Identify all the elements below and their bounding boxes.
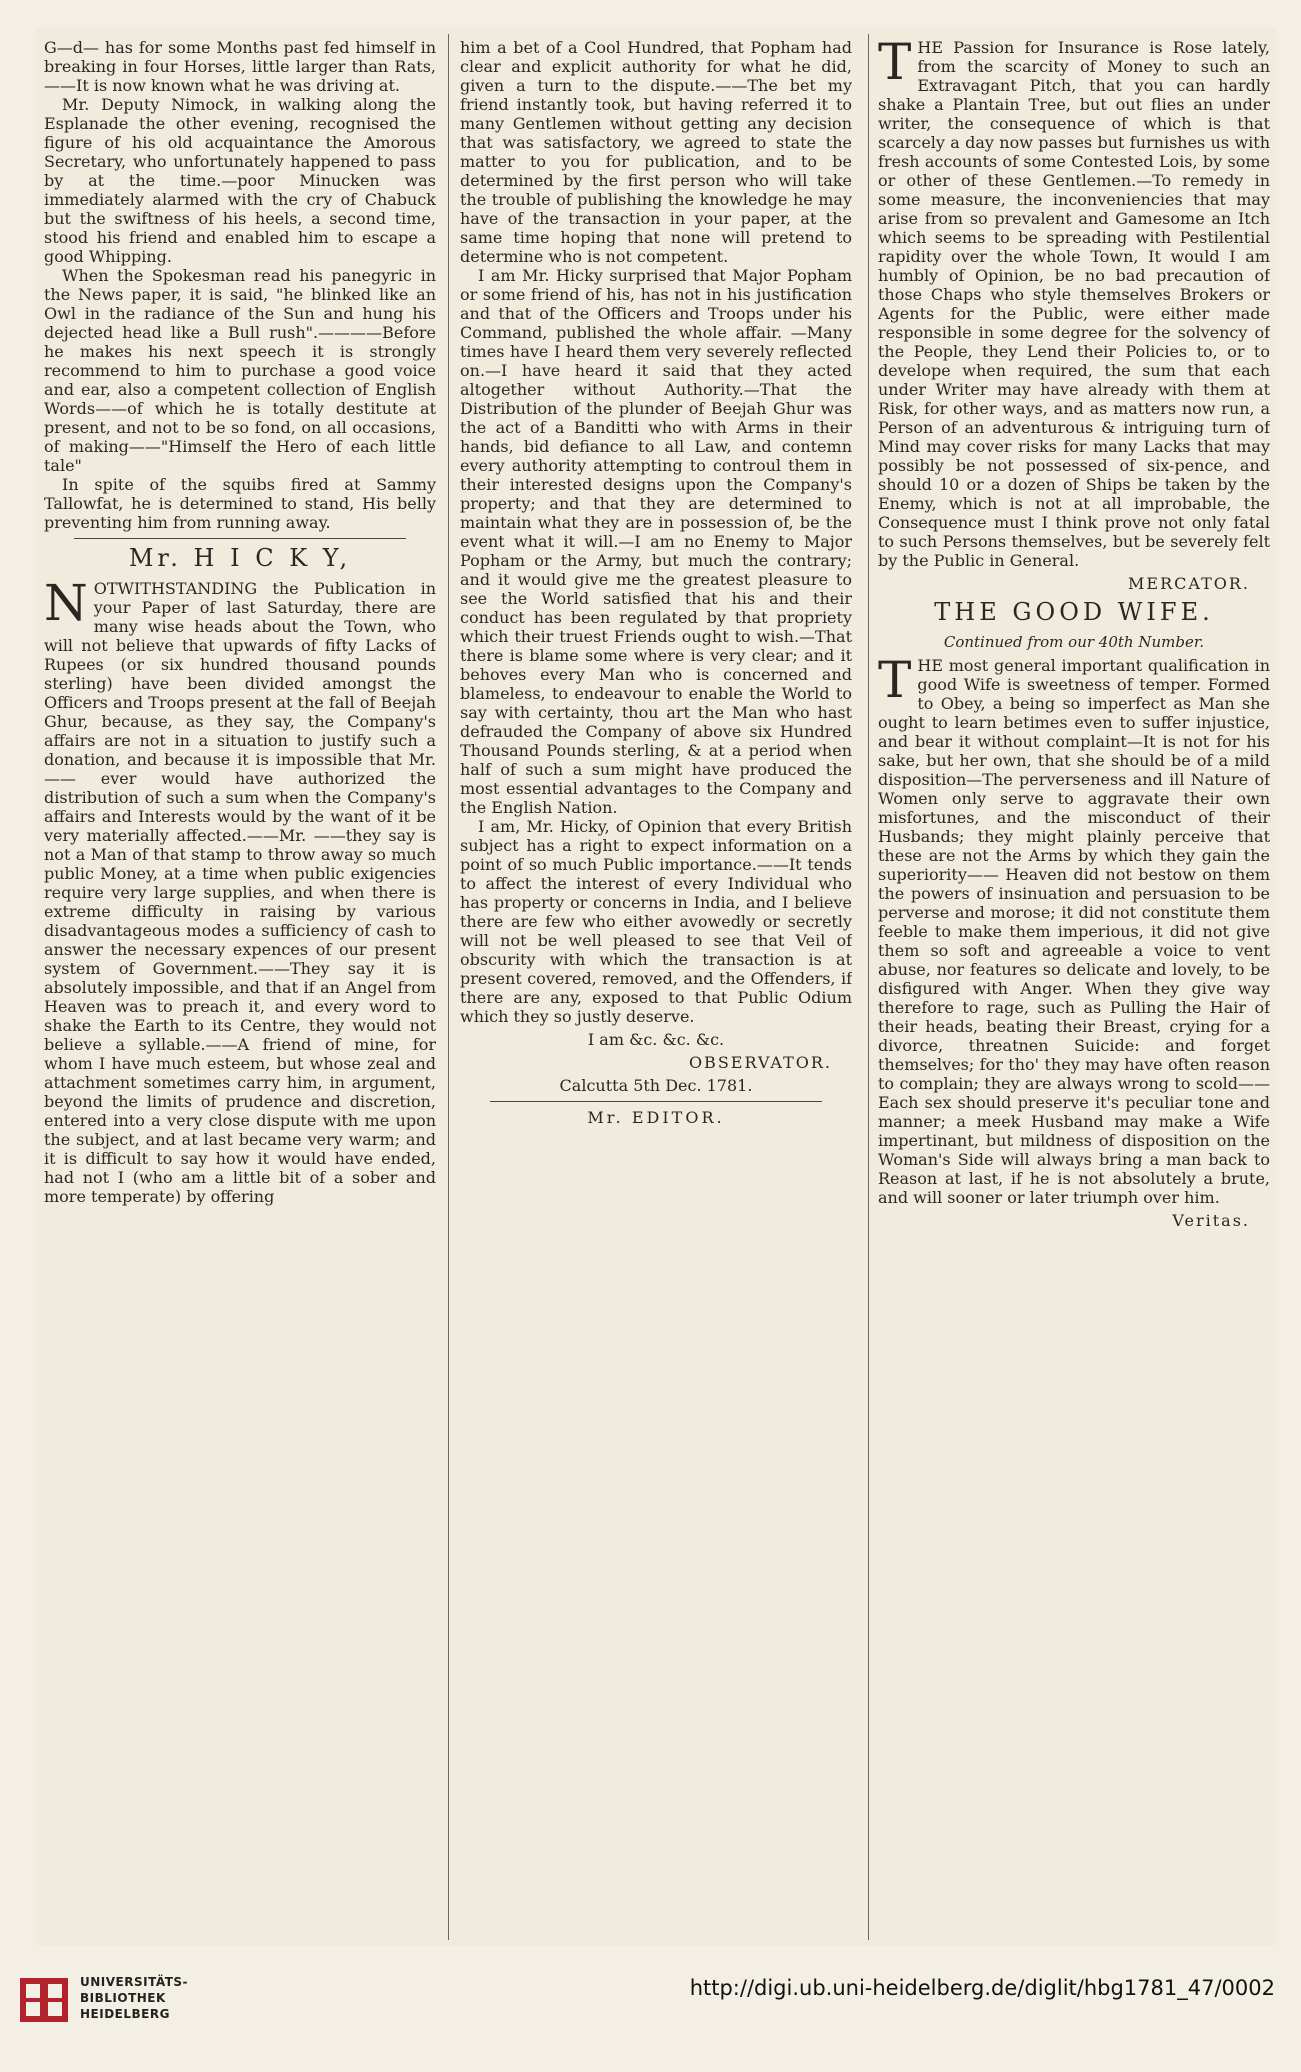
article-heading: Mr. H I C K Y,: [128, 544, 352, 572]
dateline: Calcutta 5th Dec. 1781.: [559, 1076, 753, 1095]
paragraph-text: HE most general important qualification in good Wife is sweetness of temper. Formed to Obey, a being so imperfect as Man she ought to learn betimes even to suffer injustice, and bear it without complaint—It is not for his sake, but her own, that she should be of a mild disposition—The perverseness and ill Nature of Women only serve to aggravate their own misfortunes, and the misconduct of their Husbands; they might plainly perceive that these are not the Arms by which they gain the superiority—— Heaven did not bestow on them the powers of insinuation and persuasion to be perverse and morose; it did not constitute them feeble to make them imperious, it did not give them so soft and agreeable a voice to vent abuse, nor features so delicate and lovely, to be disfigured with Anger. When they give way therefore to rage, such as Pulling the Hair of their heads, beating their Breast, crying for a divorce, threatnen Suicide: and forget themselves; for tho' they may have often reason to complain; they are always wrong to scold——Each sex should preserve it's peculiar tone and manner; a meek Husband may make a Wife impertinant, but mildness of disposition on the Woman's Side will always bring a man back to Reason at last, if he is not absolutely a brute, and will sooner or later triumph over him.: [878, 656, 1270, 1207]
column-2: [460, 38, 852, 1936]
column-rule: [868, 34, 869, 1940]
newspaper-page: [36, 28, 1276, 1946]
paragraph-text: OTWITHSTANDING the Publication in your Paper of last Saturday, there are many wise heads about the Town, who will not believe that upwards of fifty Lacks of Rupees (or six hundred thousand pounds sterling) have been divided amongst the Officers and Troops present at the fall of Beejah Ghur, because, as they say, the Company's affairs are not in a situation to justify such a donation, and because it is impossible that Mr. —— ever would have authorized the distribution of such a sum when the Company's affairs and Interests would by the want of it be very materially affected.——Mr. ——they say is not a Man of that stamp to throw away so much public Money, at a time when public exigencies require very large supplies, and when there is extreme difficulty in raising by various disadvantageous modes a sufficiency of cash to answer the necessary expences of our present system of Government.——They say it is absolutely impossible, and that if an Angel from Heaven was to preach it, and every word to shake the Earth to its Centre, they would not believe a syllable.——A friend of mine, for whom I have much esteem, but whose zeal and attachment sometimes carry him, in argument, beyond the limits of prudence and discretion, entered into a very close dispute with me upon the subject, and at last became very warm; and it is difficult to say how it would have ended, had not I (who am a little bit of a sober and more temperate) by offering: [44, 579, 436, 1206]
paragraph: Mr. Deputy Nimock, in walking along the Esplanade the other evening, recognised the figure of his old acquaintance the Amorous Secretary, who unfortunately happened to pass by at the time.—poor Minucken was immediately alarmed with the cry of Chabuck but the swiftness of his heels, a second time, stood his friend and enabled him to escape a good Whipping.: [44, 95, 436, 266]
section-divider: [74, 538, 406, 539]
university-seal-icon: [16, 1972, 72, 2028]
article-subheading: Continued from our 40th Number.: [943, 633, 1205, 651]
letter-signature: Veritas.: [1172, 1211, 1250, 1230]
column-1: [44, 38, 436, 1936]
paragraph: [44, 574, 436, 1206]
column-rule: [448, 34, 449, 1940]
paragraph: [878, 651, 1270, 1207]
library-logo[interactable]: [16, 1968, 376, 2038]
library-name-line: UNIVERSITÄTS-: [80, 1975, 189, 1989]
letter-closing: I am &c. &c. &c.: [587, 1030, 725, 1049]
library-name-line: HEIDELBERG: [80, 2007, 170, 2021]
paragraph: I am Mr. Hicky surprised that Major Popham or some friend of his, has not in his justification and that of the Officers and Troops under his Command, published the whole affair. —Many times have I heard them very severely reflected on.—I have heard it said that they acted altogether without Authority.—That the Distribution of the plunder of Beejah Ghur was the act of a Banditti who with Arms in their hands, bid defiance to all Law, and contemn every authority attempting to controul them in their interested designs upon the Company's property; and that they are determined to maintain what they are in possession of, be the event what it will.—I am no Enemy to Major Popham or the Army, but much the contrary; and it would give me the greatest pleasure to see the World satisfied that his and their conduct has been regulated by that propriety which their truest Friends ought to wish.—That there is blame some where is very clear; and it behoves every Man who is concerned and blameless, to endeavour to enable the World to say with certainty, thou art the Man who hast defrauded the Company of above six Hundred Thousand Pounds sterling, & at a period when half of such a sum might have produced the most essential advantages to the Company and the English Nation.: [460, 266, 852, 817]
drop-cap: N: [44, 574, 88, 632]
article-heading: THE GOOD WIFE.: [934, 598, 1214, 626]
paragraph: In spite of the squibs fired at Sammy Tallowfat, he is determined to stand, His belly preventing him from running away.: [44, 475, 436, 532]
paragraph-text: HE Passion for Insurance is Rose lately, from the scarcity of Money to such an Extravagant Pitch, that you can hardly shake a Plantain Tree, but out flies an under writer, the consequence of which is that scarcely a day now passes but furnishes us with fresh accounts of some Contested Lois, by some or other of these Gentlemen.—To remedy in some measure, the inconveniencies that may arise from so prevalent and Gamesome an Itch which seems to be spreading with Pestilential rapidity over the whole Town, It would I am humbly of Opinion, be no bad precaution of those Chaps who style themselves Brokers or Agents for the Public, were either made responsible in some degree for the solvency of the People, they Lend their Policies to, or to develope when required, the sum that each under Writer may have already with them at Risk, for other ways, and as matters now run, a Person of an adventurous & intriguing turn of Mind may cover risks for many Lacks that may possibly be not possessed of six-pence, and should 10 or a dozen of Ships be taken by the Enemy, which is not at all improbable, the Consequence must I think prove not only fatal to such Persons themselves, but be severely felt by the Public in General.: [878, 38, 1270, 570]
column-footer: Mr. EDITOR.: [587, 1108, 725, 1127]
letter-signature: MERCATOR.: [1128, 574, 1250, 593]
paragraph: I am, Mr. Hicky, of Opinion that every British subject has a right to expect information on a point of so much Public importance.——It tends to affect the interest of every Individual who has property or concerns in India, and I believe there are few who either avowedly or secretly will not be well pleased to see that Veil of obscurity with which the transaction is at present covered, removed, and the Offenders, if there are any, exposed to that Public Odium which they so justly deserve.: [460, 817, 852, 1026]
source-url[interactable]: http://digi.ub.uni-heidelberg.de/diglit/hbg1781_47/0002: [689, 1976, 1275, 2000]
column-3: [878, 38, 1270, 1936]
section-divider: [490, 1101, 822, 1102]
library-name-line: BIBLIOTHEK: [80, 1991, 166, 2005]
paragraph: G—d— has for some Months past fed himself in breaking in four Horses, little larger than Rats,——It is now known what he was driving at.: [44, 38, 436, 95]
drop-cap: T: [878, 651, 912, 709]
paragraph: him a bet of a Cool Hundred, that Popham had clear and explicit authority for what he did, given a turn to the dispute.——The bet my friend instantly took, but having referred it to many Gentlemen without getting any decision that was satisfactory, we agreed to state the matter to you for publication, and to be determined by the first person who will take the trouble of publishing the knowledge he may have of the transaction in your paper, at the same time hoping that none will pretend to determine who is not competent.: [460, 38, 852, 266]
paragraph: When the Spokesman read his panegyric in the News paper, it is said, "he blinked like an Owl in the radiance of the Sun and hung his dejected head like a Bull rush".————Before he makes his next speech it is strongly recommend to him to purchase a good voice and ear, also a competent collection of English Words——of which he is totally destitute at present, and not to be so fond, on all occasions, of making——"Himself the Hero of each little tale": [44, 266, 436, 475]
paragraph: [878, 38, 1270, 570]
drop-cap: T: [878, 38, 912, 91]
letter-signature: OBSERVATOR.: [688, 1053, 832, 1072]
library-name: [80, 1974, 188, 2022]
